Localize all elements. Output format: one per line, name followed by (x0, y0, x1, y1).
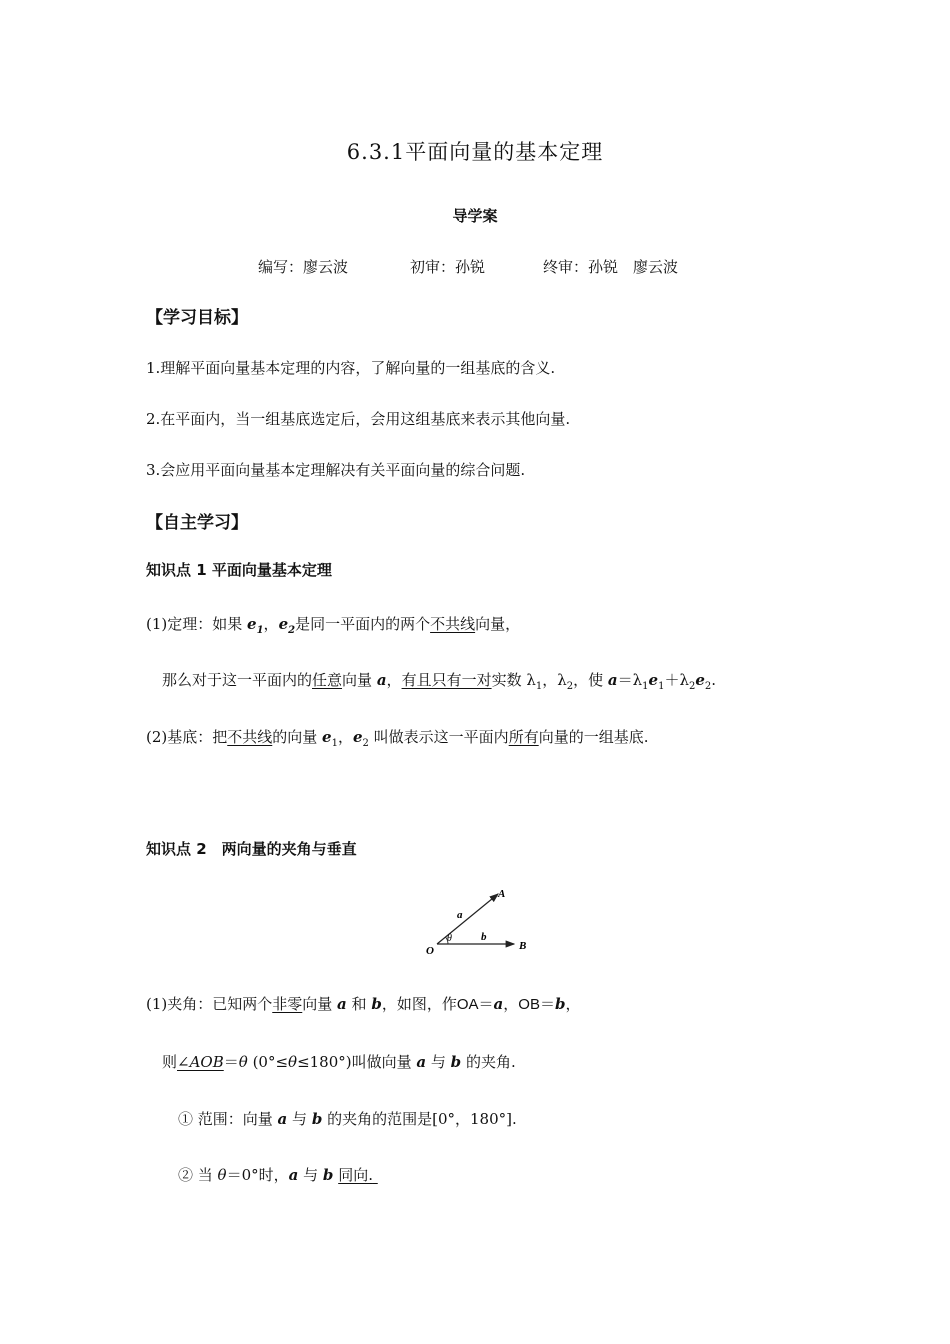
kp1-definition-line: (1)定理：如果 $e_1$，$e_2$是同一平面内的两个不共线向量， (146, 615, 521, 636)
angle-figure (418, 884, 538, 958)
label-a: a (457, 909, 463, 921)
author-writer: 编写：廖云波 (258, 258, 349, 276)
page-title: 6.3.1平面向量的基本定理 (346, 140, 604, 164)
page-subtitle: 导学案 (452, 207, 498, 225)
kp2-same-direction-line: ② 当 θ＝0°时，a 与 b 同向. (178, 1166, 373, 1184)
label-O: O (426, 945, 434, 957)
kp2-angle-aob-line: 则∠AOB＝θ (0°≤θ≤180°)叫做向量 a 与 b 的夹角. (162, 1053, 516, 1071)
goal-item-2: 2.在平面内，当一组基底选定后，会用这组基底来表示其他向量. (146, 410, 571, 428)
author-first-review: 初审：孙锐 (410, 258, 486, 276)
label-b: b (481, 931, 487, 943)
label-theta: θ (447, 933, 452, 944)
knowledge-point-2-title: 知识点 2 两向量的夹角与垂直 (146, 840, 357, 858)
author-final-review: 终审：孙锐 廖云波 (543, 258, 679, 276)
kp1-theorem-line: 那么对于这一平面内的任意向量 a，有且只有一对实数 $\lambda_1$，$\lambda_2$，使 $a=\lambda_1e_1+\lambda_2e_2$. (162, 671, 717, 692)
goal-item-1: 1.理解平面向量基本定理的内容，了解向量的一组基底的含义. (146, 359, 556, 377)
kp1-basis-line: (2)基底：把不共线的向量 $e_1$，$e_2$ 叫做表示这一平面内所有向量的一组基底. (146, 728, 649, 749)
label-A: A (498, 888, 506, 900)
knowledge-point-1-title: 知识点 1 平面向量基本定理 (146, 561, 332, 579)
label-B: B (519, 940, 527, 952)
goals-heading: 【学习目标】 (146, 308, 248, 328)
self-study-heading: 【自主学习】 (146, 513, 248, 533)
kp2-range-line: ① 范围：向量 a 与 b 的夹角的范围是[0°，180°]. (178, 1110, 517, 1128)
goal-item-3: 3.会应用平面向量基本定理解决有关平面向量的综合问题. (146, 461, 526, 479)
kp2-angle-definition-line: (1)夹角：已知两个非零向量 a 和 b，如图，作OA＝a，OB＝b， (146, 995, 581, 1013)
